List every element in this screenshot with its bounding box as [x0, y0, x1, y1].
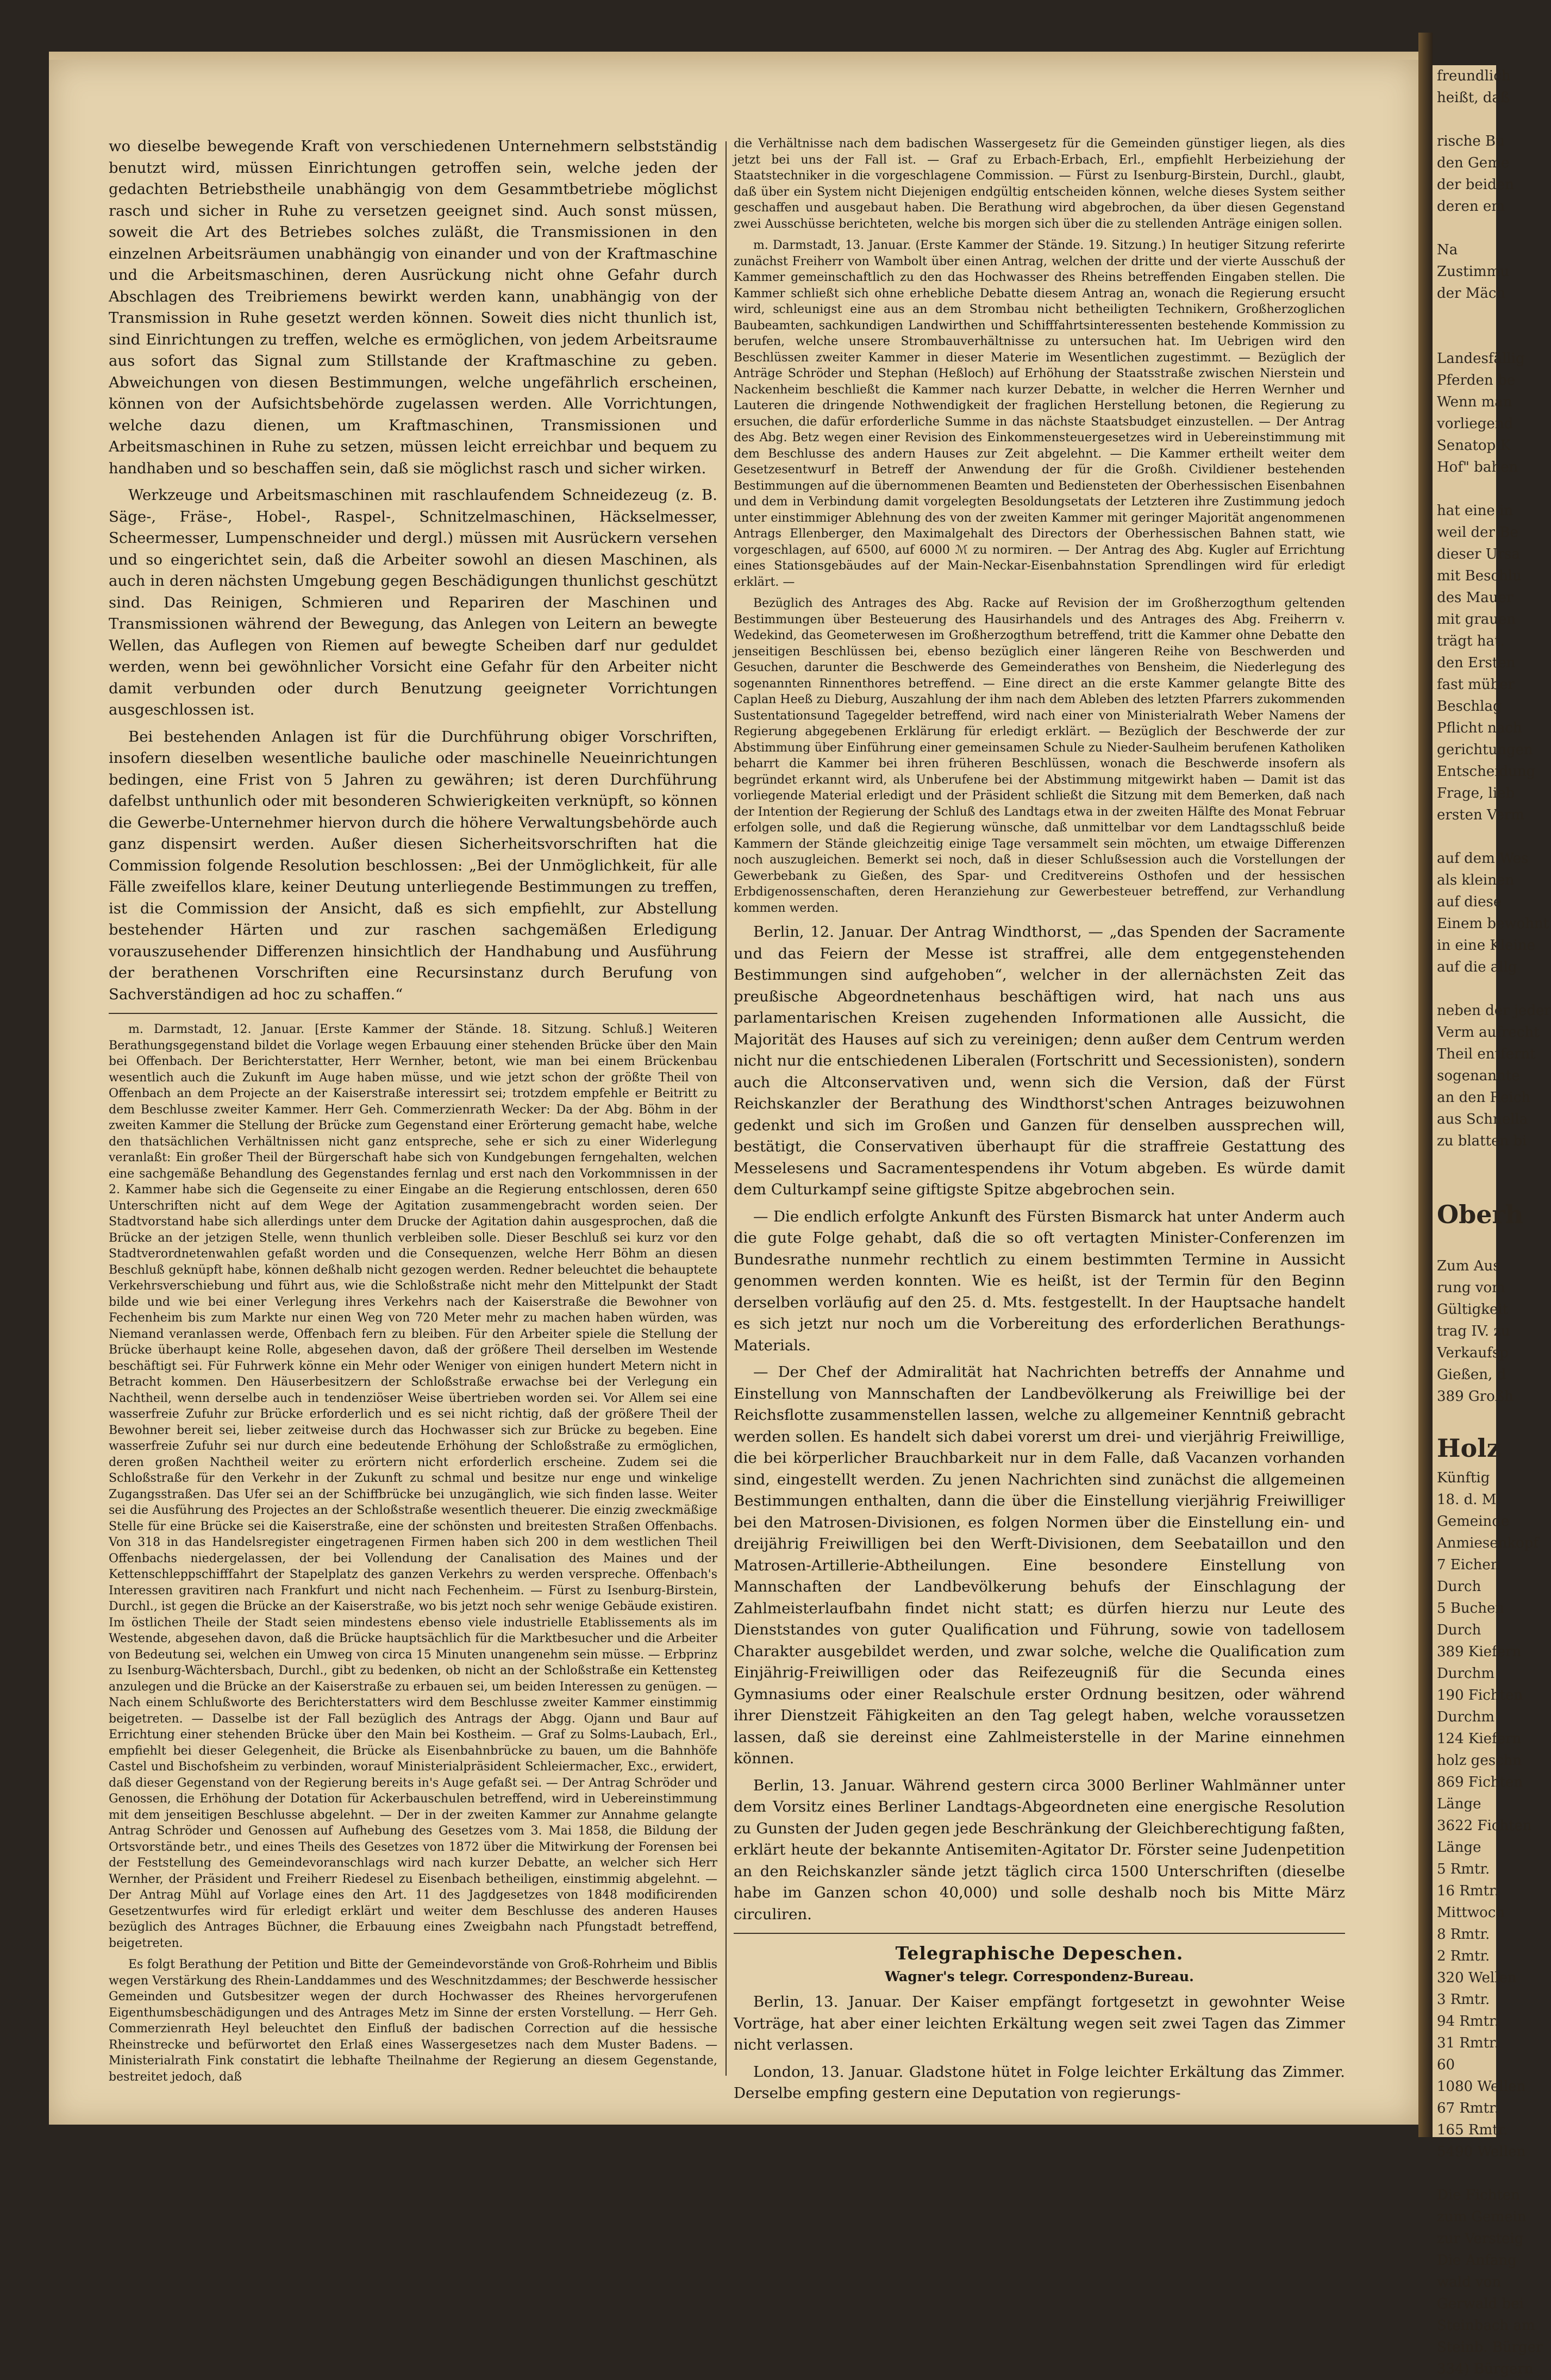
adjacent-text-fragment: 60	[1437, 2057, 1455, 2073]
adjacent-text-fragment: Einem bewohnt	[1437, 916, 1549, 932]
telegram-item: London, 13. Januar. Gladstone hütet in Folge leichter Erkältung das Zimmer. Derselbe empfing gestern eine Deputation von regierungs-	[734, 2063, 1345, 2102]
adjacent-text-fragment: rung vom	[1437, 1280, 1505, 1296]
article-factory-safety-2: Werkzeuge und Arbeitsmaschinen mit raschlaufendem Schneidezeug (z. B. Säge-, Fräse-, Hobel-, Raspel-, Schnitzelmaschinen, Häckselmesser, Scheermesser, Lumpenschneider und dergl.) müssen mit Ausrückern versehen und so eingerichtet sein, daß die Arbeiter sowohl an diesen Maschinen, als auch in deren nächsten Umgebung gegen Beschädigungen thunlichst geschützt sind. Das Reinigen, Schmieren und Repariren der Maschinen und Transmissionen während der Bewegung, das Anlegen von Leitern an bewegte Wellen, das Auflegen von Riemen auf bewegte Scheiben darf nur geduldet werden, wenn bei gewöhnlicher Vorsicht eine Gefahr für den Arbeiter nicht damit verbunden oder durch Benutzung geeigneter Vorrichtungen ausgeschlossen ist.	[109, 486, 717, 718]
adjacent-text-fragment: freundlich	[1437, 68, 1511, 84]
adjacent-text-fragment: vorliegend	[1437, 416, 1514, 432]
article-darmstadt-jan12-cont: Es folgt Berathung der Petition und Bitte der Gemeindevorstände von Groß-Rohrheim und Biblis wegen Verstärkung des Rhein-Landdammes und des Weschnitzdammes; der Beschwerde hessischer Gemeinden und Gutsbesitzer wegen der durch Hochwasser des Rheines hervorgerufenen Eigenthumsbeschädigungen und des Antrages Metz im Sinne der ersten Vorstellung. — Herr Geh. Commerzienrath Heyl beleuchtet den Einfluß der badischen Correction auf die hessische Rheinstrecke und befürwortet den Erlaß eines Wassergesetzes nach dem Muster Badens. — Ministerialrath Fink constatirt die lebhafte Theilnahme der Regierung an diesem Gegenstande, bestreitet jedoch, daß	[109, 1958, 717, 2084]
adjacent-text-fragment: Gerwald bei	[1437, 2296, 1524, 2312]
adjacent-text-fragment: an den Reich	[1437, 1089, 1531, 1106]
adjacent-text-fragment: holz geschn	[1437, 1752, 1522, 1769]
adjacent-text-fragment: 1080 Wellen	[1437, 2078, 1526, 2095]
adjacent-text-fragment: 7 Eichen	[1437, 1557, 1500, 1573]
adjacent-text-fragment: 124 Kiefern	[1437, 1731, 1522, 1747]
adjacent-text-fragment: trägt hat.	[1437, 633, 1505, 649]
adjacent-text-fragment: neben der jeder	[1437, 1003, 1551, 1019]
article-darmstadt-jan13: m. Darmstadt, 13. Januar. (Erste Kammer der Stände. 19. Sitzung.) In heutiger Sitzung referirte zunächst Freiherr von Wambolt über einen Antrag, welchen der dritte und der vierte Ausschuß der Kammer gemeinschaftlich zu den das Hochwasser des Rheins betreffenden Eingaben stellen. Die Kammer schließt sich ohne erhebliche Debatte diesem Antrag an, wonach die Regierung ersucht wird, schleunigst eine aus an dem Strombau nicht betheiligten Technikern, Großherzoglichen Baubeamten, sachkundigen Landwirthen und Schifffahrtsinteressenten bestehende Kommission zu berufen, welche unsere Strombauverhältnisse zu untersuchen hat. Im Uebrigen wird den Beschlüssen zweiter Kammer in dieser Materie im Wesentlichen zugestimmt. — Bezüglich der Anträge Schröder und Stephan (Heßloch) auf Erhöhung der Staatsstraße zwischen Nierstein und Nackenheim beschließt die Kammer nach kurzer Debatte, in welcher die Herren Wernher und Lauteren die dringende Nothwendigkeit der fraglichen Herstellung betonen, die Regierung zu ersuchen, die dafür erforderliche Summe in das nächste Staatsbudget einzustellen. — Der Antrag des Abg. Betz wegen einer Revision des Einkommensteuergesetzes wird in Uebereinstimmung mit dem Beschlusse des andern Hauses zur Zeit abgelehnt. — Die Kammer ertheilt weiter dem Gesetzesentwurf in Betreff der Anwendung der für die Großh. Civildiener bestehenden Bestimmungen auf die übernommenen Beamten und Bediensteten der Oberhessischen Eisenbahnen und dem in Verbindung damit vorgelegten Besoldungsetats der Letzteren ihre Zustimmung jedoch unter einstimmiger Ablehnung des von der zweiten Kammer mit geringer Majorität angenommenen Antrags Ellenberger, den Maximalgehalt des Directors der Oberhessischen Bahnen statt, wie vorgeschlagen, auf 6500, auf 6000 ℳ zu normiren. — Der Antrag des Abg. Kugler auf Errichtung eines Stationsgebäudes auf der Main-Neckar-Eisenbahnstation Sprendlingen wird für erledigt erklärt. —	[734, 239, 1345, 589]
adjacent-text-fragment: Theil entfernt	[1437, 1046, 1536, 1062]
adjacent-text-fragment: 3622 Fichten	[1437, 1818, 1532, 1834]
adjacent-text-fragment: fast müber	[1437, 677, 1515, 693]
telegram-item: Berlin, 13. Januar. Der Kaiser empfängt fortgesetzt in gewohnter Weise Vorträge, hat aber einer leichten Erkältung wegen seit zwei Tagen das Zimmer nicht verlassen.	[734, 1993, 1345, 2053]
adjacent-text-fragment: in eine Kleine	[1437, 937, 1535, 954]
adjacent-text-fragment: Durch	[1437, 1622, 1481, 1638]
adjacent-text-fragment: mit Beschlu	[1437, 568, 1522, 584]
adjacent-text-fragment	[1433, 978, 1496, 1000]
article-darmstadt-jan12: m. Darmstadt, 12. Januar. [Erste Kammer der Stände. 18. Sitzung. Schluß.] Weiteren Berathungsgegenstand bildet die Vorlage wegen Erbauung einer stehenden Brücke über den Main bei Offenbach. Der Berichterstatter, Herr Wernher, betont, wie man bei einem Brückenbau wesentlich auch die Zukunft im Auge haben müsse, und wie jetzt schon der größte Theil von Offenbach an dem Projecte an der Kaiserstraße interessirt sei; trotzdem empfehle er Beitritt zu dem Beschlusse zweiter Kammer. Herr Geh. Commerzienrath Wecker: Da der Abg. Böhm in der zweiten Kammer die Stellung der Brücke zum Gegenstand einer Erörterung gemacht habe, welche den thatsächlichen Verhältnissen nicht ganz entspreche, sehe er sich zu einer Widerlegung veranlaßt: Ein großer Theil der Bürgerschaft habe sich von Kundgebungen ferngehalten, welchen eine sachgemäße Behandlung des Gegenstandes fernlag und erst nach den Vorkommnissen in der 2. Kammer habe sich die Gegenseite zu einer Eingabe an die Regierung entschlossen, deren 650 Unterschriften nicht auf dem Wege der Agitation zusammengebracht worden seien. Der Stadtvorstand habe sich allerdings unter dem Drucke der Agitation dahin ausgesprochen, daß die Brücke an der jetzigen Stelle, wenn thunlich verbleiben solle. Dieser Beschluß sei kurz vor den Stadtverordnetenwahlen gefaßt worden und die Consequenzen, welche Herr Böhm an diesen Beschluß geknüpft habe, können deßhalb nicht gezogen werden. Redner beleuchtet die behauptete Verkehrsverschiebung und führt aus, wie die Schloßstraße nicht mehr den Mittelpunkt der Stadt bilde und wie bei einer Verlegung ihres Verkehrs nach der Kaiserstraße die Bewohner von Fechenheim bis zum Markte nur einen Weg von 720 Meter mehr zu machen haben würden, was Niemand veranlassen werde, Offenbach fern zu bleiben. Für den Arbeiter spiele die Stellung der Brücke überhaupt keine Rolle, abgesehen davon, daß der größere Theil derselben im Westende beschäftigt sei. Für Fuhrwerk könne ein Mehr oder Weniger von einigen hundert Metern nicht in Betracht kommen. Den Häuserbesitzern der Schloßstraße erwachse bei der Verlegung ein Nachtheil, wenn derselbe auch in tendenziöser Weise übertrieben worden sei. Vor Allem sei eine wasserfreie Zufuhr zur Brücke erforderlich und es sei nicht richtig, daß der größere Theil der Bewohner bereit sei, lieber zeitweise durch das Hochwasser sich zur Brücke zu begeben. Eine wasserfreie Zufuhr sei nur durch eine bedeutende Erhöhung der Schloßstraße zu ermöglichen, deren großen Nachtheil weiter zu erörtern nicht erforderlich erscheine. Zudem sei die Schloßstraße für den Verkehr in der Zukunft zu schmal und besitze nur enge und winkelige Zugangsstraßen. Das Ufer sei an der Schiffbrücke bei unzugänglich, wie sich finden lasse. Weiter sei die Ausführung des Projectes an der Schloßstraße wesentlich theuerer. Die einzig zweckmäßige Stelle für eine Brücke sei die Kaiserstraße, eine der schönsten und breitesten Straßen Offenbachs. Von 318 in das Handelsregister eingetragenen Firmen haben sich 200 in dem westlichen Theil Offenbachs niedergelassen, der bei Vollendung der Canalisation des Maines und der Kettenschleppschifffahrt der Stapelplatz des ganzen Verkehrs zu werden verspreche. Offenbach's Interessen gravitiren nach Frankfurt und nicht nach Fechenheim. — Fürst zu Isenburg-Birstein, Durchl., ist gegen die Brücke an der Kaiserstraße, wo bis jetzt noch sehr wenige Gebäude existiren. Im östlichen Theile der Stadt seien mindestens ebenso viele industrielle Etablissements als im Westende, abgesehen davon, daß die Brücke hauptsächlich für die Marktbesucher und die Arbeiter von Bedeutung sei, welchen ein Umweg von circa 15 Minuten unangenehm sein müsse. — Erbprinz zu Isenburg-Wächtersbach, Durchl., gibt zu bedenken, ob nicht an der Schloßstraße ein Kettensteg anzulegen und die Brücke an der Kaiserstraße zu erbauen sei, um beiden Interessen zu genügen. — Nach einem Schlußworte des Berichterstatters wird dem Beschlusse zweiter Kammer einstimmig beigetreten. — Dasselbe ist der Fall bezüglich des Antrags der Abgg. Ojann und Baur auf Errichtung einer stehenden Brücke über den Main bei Kostheim. — Graf zu Solms-Laubach, Erl., empfiehlt bei dieser Gelegenheit, die Brücke als Eisenbahnbrücke zu bauen, um die Bahnhöfe Castel und Bischofsheim zu verbinden, worauf Ministerialpräsident Schleiermacher, Exc., erwidert, daß dieser Gegenstand von der Regierung bereits in's Auge gefaßt sei. — Der Antrag Schröder und Genossen, die Erhöhung der Dotation für Ackerbauschulen betreffend, wird in Uebereinstimmung mit dem jenseitigen Beschlusse abgelehnt. — Der in der zweiten Kammer zur Annahme gelangte Antrag Schröder und Genossen auf Aufhebung des Gesetzes vom 3. Mai 1858, die Bildung der Ortsvorstände betr., und eines Theils des Gesetzes von 1872 über die Mitwirkung der Forensen bei der Feststellung des Gemeindevoranschlags wird nach kurzer Debatte, an welcher sich Herr Wernher, der Präsident und Freiherr Riedesel zu Eisenbach betheiligen, einstimmig abgelehnt. — Der Antrag Mühl auf Vorlage eines den Art. 11 des Jagdgesetzes von 1848 modificirenden Gesetzentwurfes wird für erledigt erklärt und weiter dem Beschlusse des anderen Hauses bezüglich des Antrages Büchner, die Erbauung eines Zweigbahn nach Pfungstadt betreffend, beigetreten.	[109, 1023, 717, 1950]
column-divider	[726, 141, 727, 2076]
adjacent-text-fragment: Steinb. Bürger	[1437, 2339, 1543, 2356]
adjacent-text-fragment: Pflicht nach	[1437, 720, 1522, 736]
adjacent-text-fragment: Frage, lieb	[1437, 785, 1515, 801]
telegrams-bureau: Wagner's telegr. Correspondenz-Bureau.	[885, 1969, 1194, 1984]
adjacent-text-fragment: 320 Wellen	[1437, 1970, 1517, 1986]
adjacent-text-fragment: Die Anfang	[1437, 2252, 1517, 2269]
adjacent-text-fragment: Künftig	[1437, 1470, 1490, 1486]
adjacent-text-fragment	[1433, 1233, 1496, 1255]
adjacent-text-fragment: Anmiesenkopf	[1437, 1535, 1539, 1551]
adjacent-text-fragment: der beiden	[1437, 177, 1514, 193]
adjacent-text-fragment: Gießen, d	[1437, 1367, 1506, 1383]
adjacent-text-fragment: Wenn man	[1437, 394, 1512, 410]
adjacent-text-fragment: Länge	[1437, 1796, 1481, 1812]
adjacent-text-fragment: rische Bu	[1437, 133, 1505, 149]
adjacent-text-fragment	[1433, 1407, 1496, 1429]
adjacent-text-fragment: Hof" bahen	[1437, 459, 1518, 475]
adjacent-text-fragment: Holz	[1437, 1433, 1501, 1463]
binding-spine	[1418, 33, 1433, 2137]
adjacent-text-fragment: Mittwoch	[1437, 1905, 1505, 1921]
adjacent-text-fragment	[1433, 1152, 1496, 1174]
adjacent-text-fragment: aus Schnella	[1437, 1111, 1528, 1128]
adjacent-text-fragment: 165 Rmtr.	[1437, 2122, 1508, 2138]
adjacent-text-fragment: heißt, daß	[1437, 90, 1510, 106]
adjacent-text-fragment: ersten Verm	[1437, 807, 1524, 823]
section-separator	[734, 1933, 1345, 1934]
adjacent-text-fragment: des Mauer	[1437, 590, 1514, 606]
adjacent-text-fragment: Beschlag	[1437, 698, 1502, 715]
adjacent-text-fragment: dieser Ursa	[1437, 546, 1520, 562]
adjacent-text-fragment: zur Versteig	[1437, 2231, 1524, 2247]
adjacent-text-fragment	[1433, 2163, 1496, 2184]
adjacent-text-fragment: Durch	[1437, 1579, 1481, 1595]
adjacent-text-fragment: trag IV. zu	[1437, 1323, 1510, 1339]
adjacent-text-fragment: hat eine in	[1437, 503, 1514, 519]
adjacent-text-fragment: Gemeinde	[1437, 1513, 1510, 1530]
adjacent-text-fragment: 5490 Wellen	[1437, 2144, 1526, 2160]
adjacent-text-fragment: 3 Rmtr.	[1437, 1991, 1490, 2008]
adjacent-text-fragment: Pferden be	[1437, 372, 1516, 389]
article-bismarck: — Die endlich erfolgte Ankunft des Fürsten Bismarck hat unter Anderm auch die gute Folge gehabt, daß die so oft vertagten Minister-Conferenzen im Bundesrathe nunmehr rechtlich zu einem bestimmten Termine in Aussicht genommen werden konnten. Wie es heißt, ist der Termin für den Beginn derselben vorläufig auf den 25. d. Mts. festgestellt. In der Hauptsache handelt es sich jetzt nur noch um die Vorbereitung des erforderlichen Berathungs-Materials.	[734, 1207, 1345, 1354]
article-continuation: die Verhältnisse nach dem badischen Wassergesetz für die Gemeinden günstiger liegen, als dies jetzt bei uns der Fall ist. — Graf zu Erbach-Erbach, Erl., empfiehlt Herbeiziehung der Staatstechniker in die vorgeschlagene Commission. — Fürst zu Isenburg-Birstein, Durchl., glaubt, daß über ein System nicht Diejenigen endgültig entscheiden können, welche dieses System seither geschaffen und ausgebaut haben. Die Berathung wird abgebrochen, da über diesen Gegenstand zwei Ausschüsse berichteten, welche bis morgen sich über die zu stellenden Anträge einigen sollen.	[734, 137, 1345, 231]
article-berlin-jan13: Berlin, 13. Januar. Während gestern circa 3000 Berliner Wahlmänner unter dem Vorsitz eines Berliner Landtags-Abgeordneten eine energische Resolution zu Gunsten der Juden gegen jede Beschränkung der Gleichberechtigung faßten, erklärt heute der bekannte Antisemiten-Agitator Dr. Förster seine Judenpetition an den Reichskanzler sände jetzt täglich circa 1500 Unterschriften (dieselbe habe im Ganzen schon 40,000) und solle deshalb noch bis Mitte März circuliren.	[734, 1776, 1345, 1923]
adjacent-text-fragment: Steinbach am	[1437, 2318, 1535, 2334]
adjacent-text-fragment: Durchm	[1437, 1709, 1494, 1725]
adjacent-text-fragment: Landesfällig	[1437, 350, 1525, 367]
adjacent-text-fragment: auf die allg	[1437, 959, 1517, 975]
adjacent-text-fragment: 334) Bürgern	[1437, 2361, 1534, 2377]
adjacent-text-fragment: 18. d. M	[1437, 1492, 1497, 1508]
adjacent-text-fragment: 94 Rmtr.	[1437, 2013, 1499, 2030]
adjacent-text-fragment: Oberh	[1437, 1200, 1524, 1229]
telegrams-heading: Telegraphische Depeschen.	[895, 1943, 1184, 1964]
article-admiralty: — Der Chef der Admiralität hat Nachrichten betreffs der Annahme und Einstellung von Mannschaften der Landbevölkerung als Freiwillige bei der Reichsflotte zusammenstellen lassen, welche zu allgemeiner Kenntniß gebracht werden sollen. Es handelt sich dabei vorerst um drei- und vierjährig Freiwillige, die bei körperlicher Brauchbarkeit nur in dem Falle, daß Vacanzen vorhanden sind, eingestellt werden. Zu jenen Nachrichten sind zunächst die allgemeinen Bestimmungen enthalten, dann die über die Einstellung vierjährig Freiwilliger bei den Matrosen-Divisionen, es folgen Normen über die Einstellung ein- und dreijährig Freiwilligen bei den Werft-Divisionen, dem Seebataillon und den Matrosen-Artillerie-Abtheilungen. Eine besondere Einstellung von Mannschaften der Landbevölkerung behufs der Einschlagung der Zahlmeisterlaufbahn findet nicht statt; es dürfen hierzu nur Leute des Dienststandes von guter Qualification und Führung, sowie von tadellosem Charakter ausgebildet werden, und zwar solche, welche die Qualification zum Einjährig-Freiwilligen oder das Reifezeugniß für die Secunda eines Gymnasiums oder einer Realschule erster Ordnung besitzen, oder während ihrer Dienstzeit Fähigkeiten an den Tag gelegt haben, welche voraussetzen lassen, daß sie dereinst eine Zahlmeisterstelle in der Marine einnehmen können.	[734, 1363, 1345, 1767]
adjacent-text-fragment: Zustimmu	[1437, 264, 1509, 280]
adjacent-text-fragment: Durchm	[1437, 1665, 1494, 1682]
left-column	[109, 136, 717, 2114]
adjacent-text-fragment: auf diese	[1437, 894, 1502, 910]
article-separator	[109, 1013, 717, 1014]
adjacent-text-fragment: wald von	[1437, 2274, 1502, 2290]
adjacent-text-fragment: den Geme	[1437, 155, 1510, 171]
adjacent-text-fragment: Na	[1437, 242, 1458, 258]
adjacent-text-fragment: 67 Rmtr.	[1437, 2100, 1499, 2116]
adjacent-text-fragment: 389 Kiefern	[1437, 1644, 1522, 1660]
adjacent-text-fragment	[1433, 304, 1496, 326]
article-factory-safety-3: Bei bestehenden Anlagen ist für die Durchführung obiger Vorschriften, insofern dieselben wesentliche bauliche oder maschinelle Neueinrichtungen bedingen, eine Frist von 5 Jahren zu gewähren; ist deren Durchführung dafelbst unthunlich oder mit besonderen Schwierigkeiten verknüpft, so können die Gewerbe-Unternehmer hiervon durch die höhere Verwaltungsbehörde auch ganz dispensirt werden. Außer diesen Sicherheitsvorschriften hat die Commission folgende Resolution beschlossen: „Bei der Unmöglichkeit, für alle Fälle zweifellos klare, keiner Deutung unterliegende Bestimmungen zu treffen, ist die Commission der Ansicht, daß es sich empfiehlt, zur Abstellung bestehender Härten und zur raschen sachgemäßen Erledigung vorauszusehender Differenzen hinsichtlich der Handhabung und Ausführung der berathenen Vorschriften eine Recursinstanz durch Berufung von Sachverständigen ad hoc zu schaffen.“	[109, 728, 717, 1003]
adjacent-text-fragment: 16 Rmtr.	[1437, 1883, 1499, 1899]
adjacent-text-fragment	[1433, 109, 1496, 130]
adjacent-text-fragment: 31 Rmtr.	[1437, 2035, 1499, 2051]
adjacent-text-fragment: weil der Be	[1437, 524, 1518, 541]
adjacent-text-fragment: 869 Fichten	[1437, 1774, 1523, 1790]
adjacent-text-fragment: Gültigkeit	[1437, 1301, 1509, 1318]
article-berlin-jan12: Berlin, 12. Januar. Der Antrag Windthorst, — „das Spenden der Sacramente und das Feiern der Messe ist straffrei, alle dem entgegenstehenden Bestimmungen sind aufgehoben“, welcher in der allernächsten Zeit das preußische Abgeordnetenhaus beschäftigen wird, hat nach uns aus parlamentarischen Kreisen zugehenden Informationen alle Aussicht, die Majorität des Hauses auf sich zu vereinigen; denn außer dem Centrum werden nicht nur die entschiedenen Liberalen (Fortschritt und Secessionisten), sondern auch die Altconservativen und, wenn sich die Version, daß der Fürst Reichskanzler der Berathung des Windthorst'schen Antrages beizuwohnen gedenkt und sich im Großen und Ganzen für denselben aussprechen will, bestätigt, die Conservativen überhaupt für die straffreie Gestattung des Messelesens und Sacramentespendens ihr Votum abgeben. Es würde damit dem Culturkampf seine giftigste Spitze abgebrochen sein.	[734, 923, 1345, 1198]
adjacent-text-fragment: mit grauen	[1437, 611, 1516, 628]
adjacent-text-fragment: zu blatten bi	[1437, 1133, 1527, 1149]
adjacent-text-fragment: gerichtungen	[1437, 742, 1533, 758]
adjacent-text-fragment: 5 Rmtr.	[1437, 1861, 1490, 1877]
adjacent-text-fragment	[1433, 326, 1496, 348]
adjacent-page	[1433, 65, 1551, 2377]
adjacent-text-fragment: den Ersten	[1437, 655, 1516, 671]
adjacent-text-fragment: 190 Fichten	[1437, 1687, 1523, 1703]
right-column	[734, 136, 1345, 2114]
adjacent-text-fragment: 389 Großh	[1437, 1388, 1514, 1405]
adjacent-text-fragment	[1433, 478, 1496, 500]
adjacent-text-fragment: der Mäch	[1437, 285, 1506, 302]
adjacent-text-fragment: 8 Rmtr.	[1437, 1926, 1490, 1943]
adjacent-text-fragment: Senatop K	[1437, 437, 1511, 454]
adjacent-text-fragment: sogenannte	[1437, 1068, 1520, 1084]
adjacent-text-fragment: Verkaufsp	[1437, 1345, 1509, 1361]
article-darmstadt-jan13-cont: Bezüglich des Antrages des Abg. Racke auf Revision der im Großherzogthum geltenden Bestimmungen über Besteuerung des Hausirhandels und des Antrages des Abg. Freiherrn v. Wedekind, das Geometerwesen im Großherzogthum betreffend, tritt die Kammer ohne Debatte den jenseitigen Beschlüssen bei, ebenso bezüglich einer längeren Reihe von Beschwerden und Gesuchen, darunter die Beschwerde des Gemeinderathes von Bensheim, die Niederlegung des sogenannten Rinnenthores betreffend. — Eine direct an die erste Kammer gelangte Bitte des Caplan Heeß zu Dieburg, Auszahlung der ihm nach dem Ableben des letzten Pfarrers zukommenden Sustentationsund Tagegelder betreffend, wird nach einer von Ministerialrath Weber Namens der Regierung abgegebenen Erklärung für erledigt erklärt. — Bezüglich der Beschwerde der zur Abstimmung über Einführung einer gemeinsamen Schule zu Nieder-Saulheim berufenen Katholiken beharrt die Kammer bei ihren früheren Beschlüssen, wonach die Beschwerde insofern als begründet erkannt wird, als Unberufene bei der Abstimmung mitgewirkt haben — Damit ist das vorliegende Material erledigt und der Präsident schließt die Sitzung mit dem Bemerken, daß nach der Intention der Regierung der Schluß des Landtags etwa in der zweiten Hälfte des Monat Februar erfolgen solle, und daß die Regierung wünsche, daß unmittelbar vor dem Landtagsschluß beide Kammern der Stände gleichzeitig einige Tage versammelt sein möchten, um etwaige Differenzen noch auszugleichen. Bemerkt sei noch, daß in dieser Schlußsession auch die Vorstellungen der Gewerbebank zu Gießen, des Spar- und Creditvereins Osthofen und der hessischen Erbdigenossenschaften, deren Heranziehung zur Gewerbesteuer betreffend, zur Verhandlung kommen werden.	[734, 597, 1345, 915]
adjacent-text-fragment	[1433, 826, 1496, 848]
adjacent-text-fragment: Zum Aus	[1437, 1258, 1500, 1274]
adjacent-text-fragment: als kleinen	[1437, 872, 1515, 888]
adjacent-text-fragment: 5 Buchen	[1437, 1600, 1505, 1617]
adjacent-text-fragment: Länge	[1437, 1839, 1481, 1856]
adjacent-text-fragment: 2 Rmtr.	[1437, 1948, 1490, 1964]
adjacent-text-fragment: Entscheidung	[1437, 763, 1536, 780]
article-factory-safety-1: wo dieselbe bewegende Kraft von verschiedenen Unternehmern selbstständig benutzt wird, müssen Einrichtungen getroffen sein, welche jeden der gedachten Betriebstheile unabhängig von dem Gesammtbetriebe möglichst rasch und sicher in Ruhe zu versetzen geeignet sind. Auch sonst müssen, soweit die Art des Betriebes solches zuläßt, die Transmissionen in den einzelnen Arbeitsräumen unabhängig von einander und von der Kraftmaschine und die Arbeitsmaschinen, deren Ausrückung nicht ohne Gefahr durch Abschlagen des Treibriemens bewirkt werden kann, unabhängig von der Transmission in Ruhe gesetzt werden können. Soweit dies nicht thunlich ist, sind Einrichtungen zu treffen, welche es ermöglichen, von jedem Arbeitsraume aus sofort das Signal zum Stillstande der Kraftmaschine zu geben. Abweichungen von diesen Bestimmungen, welche ungefährlich erscheinen, können von der Aufsichtsbehörde zugelassen werden. Alle Vorrichtungen, welche dazu dienen, um Kraftmaschinen, Transmissionen und Arbeitsmaschinen in Ruhe zu setzen, müssen leicht erreichbar und bequem zu handhaben und so beschaffen sein, daß sie möglichst rasch und sicher wirken.	[109, 137, 717, 477]
adjacent-text-fragment: Verm aufrecht	[1437, 1024, 1540, 1041]
adjacent-text-fragment	[1433, 217, 1496, 239]
adjacent-text-fragment	[1433, 1174, 1496, 1195]
adjacent-text-fragment: auf dem Wes	[1437, 850, 1529, 867]
adjacent-text-fragment: Die Fichten	[1437, 2187, 1521, 2203]
adjacent-text-fragment: deren em	[1437, 198, 1505, 215]
adjacent-text-fragment: zum Gemein	[1437, 2209, 1527, 2225]
